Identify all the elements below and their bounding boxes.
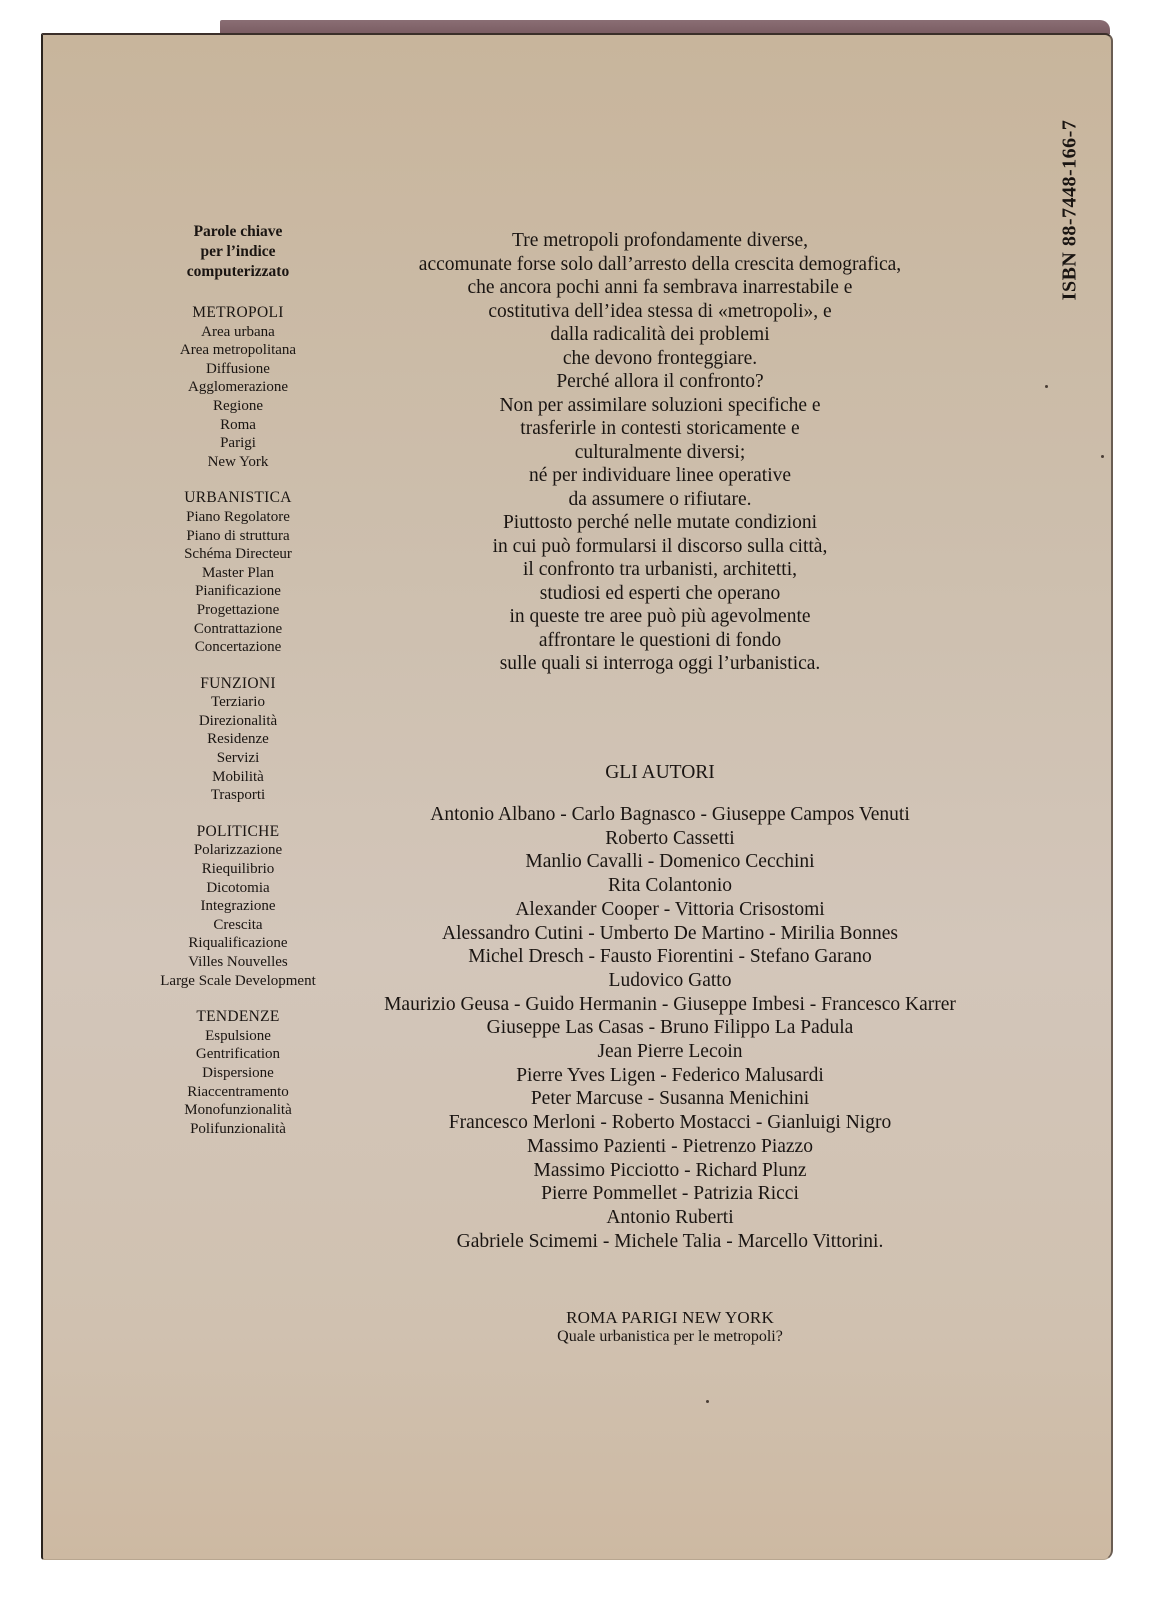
author-line: Pierre Pommellet - Patrizia Ricci bbox=[541, 1183, 799, 1205]
keyword-item: Integrazione bbox=[200, 898, 276, 915]
keyword-item: Dispersione bbox=[202, 1064, 274, 1081]
keyword-group-heading: POLITICHE bbox=[196, 822, 280, 840]
keyword-item: Riaccentramento bbox=[187, 1083, 289, 1100]
keyword-item: Parigi bbox=[220, 435, 256, 452]
keyword-item: Regione bbox=[213, 397, 263, 414]
intro-line: trasferirle in contesti storicamente e bbox=[520, 418, 800, 439]
keywords-title-line: per l’indice bbox=[200, 243, 276, 260]
author-line: Rita Colantonio bbox=[607, 875, 733, 897]
keyword-group-heading: METROPOLI bbox=[192, 304, 284, 321]
keyword-item: Piano di struttura bbox=[186, 527, 290, 544]
paper-speck bbox=[706, 1400, 709, 1403]
keyword-item: Servizi bbox=[216, 750, 260, 767]
keyword-item: Master Plan bbox=[201, 564, 275, 581]
intro-line: Perché allora il confronto? bbox=[556, 371, 764, 392]
book-title: ROMA PARIGI NEW YORK bbox=[566, 1308, 774, 1327]
author-line: Alessandro Cutini - Umberto De Martino - Mirilia Bonnes bbox=[441, 922, 898, 944]
intro-line: accomunate forse solo dall’arresto della crescita demografica, bbox=[418, 253, 902, 275]
author-line: Francesco Merloni - Roberto Mostacci - Gianluigi Nigro bbox=[448, 1112, 892, 1134]
keyword-item: Pianificazione bbox=[195, 583, 281, 600]
keyword-item: Polifunzionalità bbox=[190, 1120, 286, 1137]
author-line: Massimo Pazienti - Pietrenzo Piazzo bbox=[527, 1135, 813, 1157]
keyword-item: Villes Nouvelles bbox=[188, 954, 288, 970]
author-line: Pierre Yves Ligen - Federico Malusardi bbox=[516, 1064, 824, 1086]
author-line: Gabriele Scimemi - Michele Talia - Marcello Vittorini. bbox=[456, 1230, 884, 1252]
keyword-group-heading: URBANISTICA bbox=[184, 489, 292, 507]
keyword-item: Progettazione bbox=[196, 601, 280, 618]
keyword-item: Terziario bbox=[211, 694, 265, 711]
intro-line: affrontare le questioni di fondo bbox=[538, 629, 782, 651]
intro-line: che devono fronteggiare. bbox=[562, 347, 758, 369]
keyword-item: Area urbana bbox=[201, 323, 275, 340]
paper-speck bbox=[1045, 385, 1048, 388]
author-line: Alexander Cooper - Vittoria Crisostomi bbox=[515, 898, 825, 920]
intro-line: in queste tre aree può più agevolmente bbox=[509, 606, 811, 627]
keywords-title-line: computerizzato bbox=[186, 263, 290, 280]
author-line: Michel Dresch - Fausto Fiorentini - Stefano Garano bbox=[468, 946, 872, 968]
author-line: Roberto Cassetti bbox=[605, 827, 735, 849]
keyword-item: Trasporti bbox=[210, 787, 266, 804]
intro-line: studiosi ed esperti che operano bbox=[539, 582, 781, 604]
keyword-item: Diffusione bbox=[206, 360, 270, 377]
spine-top-edge bbox=[220, 20, 1110, 34]
keyword-item: Riequilibrio bbox=[201, 861, 275, 878]
keyword-item: Schéma Directeur bbox=[184, 546, 292, 563]
intro-line: dalla radicalità dei problemi bbox=[550, 324, 770, 345]
keyword-item: Polarizzazione bbox=[193, 842, 283, 859]
isbn-label: ISBN 88-7448-166-7 bbox=[1058, 119, 1081, 301]
intro-line: da assumere o rifiutare. bbox=[568, 488, 752, 510]
intro-line: culturalmente diversi; bbox=[574, 441, 746, 463]
author-line: Peter Marcuse - Susanna Menichini bbox=[530, 1088, 810, 1110]
keyword-group-metropoli bbox=[133, 304, 343, 471]
book-subtitle: Quale urbanistica per le metropoli? bbox=[557, 1328, 783, 1345]
keyword-item: Crescita bbox=[213, 916, 263, 933]
authors-list bbox=[340, 803, 1000, 1253]
intro-line: che ancora pochi anni fa sembrava inarrestabile e bbox=[467, 277, 853, 298]
keyword-item: Residenze bbox=[207, 731, 269, 748]
keyword-item: Espulsione bbox=[205, 1027, 271, 1044]
author-line: Ludovico Gatto bbox=[608, 969, 732, 991]
intro-line: Piuttosto perché nelle mutate condizioni bbox=[502, 512, 818, 533]
keyword-group-heading: FUNZIONI bbox=[200, 674, 276, 692]
keyword-group-heading: TENDENZE bbox=[196, 1008, 280, 1026]
author-line: Maurizio Geusa - Guido Hermanin - Giuseppe Imbesi - Francesco Karrer bbox=[384, 993, 956, 1015]
keywords-title-line: Parole chiave bbox=[193, 223, 283, 240]
keyword-item: Dicotomia bbox=[206, 879, 270, 896]
author-line: Jean Pierre Lecoin bbox=[597, 1041, 743, 1063]
intro-line: in cui può formularsi il discorso sulla città, bbox=[492, 535, 828, 557]
keyword-item: Area metropolitana bbox=[179, 342, 297, 359]
intro-line: né per individuare linee operative bbox=[528, 465, 792, 486]
keyword-item: Agglomerazione bbox=[188, 379, 288, 396]
book-title-block bbox=[470, 1308, 870, 1346]
author-line: Antonio Ruberti bbox=[606, 1206, 734, 1228]
keyword-item: Roma bbox=[220, 416, 256, 433]
keyword-item: New York bbox=[207, 453, 269, 470]
keyword-item: Contrattazione bbox=[193, 620, 283, 637]
keyword-group-politiche bbox=[133, 823, 343, 990]
keyword-item: Mobilità bbox=[212, 768, 264, 785]
author-line: Giuseppe Las Casas - Bruno Filippo La Padula bbox=[486, 1017, 854, 1039]
intro-line: Non per assimilare soluzioni specifiche e bbox=[499, 394, 821, 416]
author-line: Massimo Picciotto - Richard Plunz bbox=[533, 1159, 807, 1181]
keyword-item: Riqualificazione bbox=[188, 935, 288, 952]
keyword-group-tendenze bbox=[133, 1008, 343, 1138]
keyword-item: Direzionalità bbox=[198, 712, 278, 729]
authors-heading: GLI AUTORI bbox=[605, 762, 715, 783]
author-line: Manlio Cavalli - Domenico Cecchini bbox=[525, 851, 815, 873]
keyword-item: Monofunzionalità bbox=[184, 1102, 292, 1119]
intro-blurb bbox=[370, 229, 950, 676]
intro-line: costitutiva dell’idea stessa di «metropoli», e bbox=[488, 300, 832, 322]
paper-speck bbox=[1101, 455, 1104, 458]
keyword-item: Piano Regolatore bbox=[186, 508, 290, 525]
intro-line: sulle quali si interroga oggi l’urbanistica. bbox=[499, 653, 821, 674]
keyword-group-funzioni bbox=[133, 675, 343, 805]
intro-line: il confronto tra urbanisti, architetti, bbox=[523, 559, 797, 580]
intro-line: Tre metropoli profondamente diverse, bbox=[511, 230, 809, 251]
keywords-title bbox=[133, 222, 343, 282]
keyword-item: Concertazione bbox=[194, 639, 282, 656]
keywords-index bbox=[133, 222, 343, 1156]
author-line: Antonio Albano - Carlo Bagnasco - Giuseppe Campos Venuti bbox=[430, 804, 910, 825]
keyword-item: Large Scale Development bbox=[160, 972, 316, 989]
keyword-group-urbanistica bbox=[133, 489, 343, 656]
keyword-item: Gentrification bbox=[195, 1046, 281, 1063]
